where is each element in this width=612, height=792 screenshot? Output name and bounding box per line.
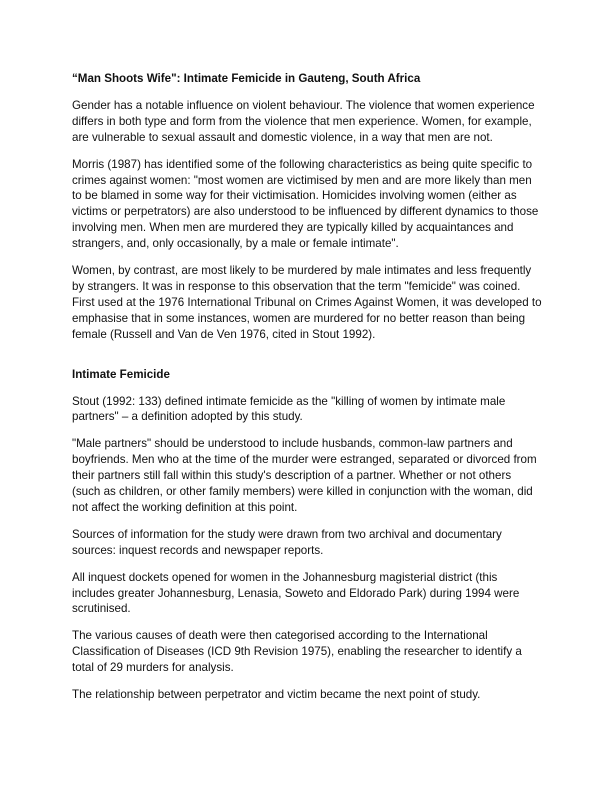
paragraph: Gender has a notable influence on violent behaviour. The violence that women experience differs in both type and form from the violence that men experience. Women, for example, are vulnerable to sexual assault and domestic violence, in a way that men are not. [72, 98, 535, 144]
document-page [72, 71, 542, 714]
paragraph: The various causes of death were then categorised according to the International Classification of Diseases (ICD 9th Revision 1975), enabling the researcher to identify a total of 29 murders for analysis. [72, 629, 522, 675]
section-heading: Intimate Femicide [72, 367, 170, 381]
paragraph: The relationship between perpetrator and victim became the next point of study. [72, 688, 481, 702]
paragraph: "Male partners" should be understood to include husbands, common-law partners and boyfriends. Men who at the time of the murder were estranged, separated or divorced from their partners still fall within this study's description of a partner. Whether or not others (such as children, or other family members) were killed in conjunction with the woman, did not affect the working definition at this point. [72, 437, 537, 514]
document-title: “Man Shoots Wife": Intimate Femicide in Gauteng, South Africa [72, 72, 421, 85]
paragraph: Sources of information for the study were drawn from two archival and documentary sources: inquest records and newspaper reports. [72, 527, 502, 557]
paragraph: All inquest dockets opened for women in the Johannesburg magisterial district (this includes greater Johannesburg, Lenasia, Soweto and Eldorado Park) during 1994 were scrutinised. [72, 570, 520, 616]
paragraph: Morris (1987) has identified some of the following characteristics as being quite specific to crimes against women: "most women are victimised by men and are more likely than men to be blamed in some way for their victimisation. Homicides involving women (either as victims or perpetrators) are also understood to be influenced by different dynamics to those involving men. When men are murdered they are typically killed by acquaintances and strangers, and, only occasionally, by a male or female intimate". [72, 157, 539, 251]
paragraph: Women, by contrast, are most likely to be murdered by male intimates and less frequently by strangers. It was in response to this observation that the term "femicide" was coined. First used at the 1976 International Tribunal on Crimes Against Women, it was developed to emphasise that in some instances, women are murdered for no better reason than being female (Russell and Van de Ven 1976, cited in Stout 1992). [72, 264, 542, 341]
paragraph: Stout (1992: 133) defined intimate femicide as the "killing of women by intimate male partners" – a definition adopted by this study. [72, 394, 506, 424]
